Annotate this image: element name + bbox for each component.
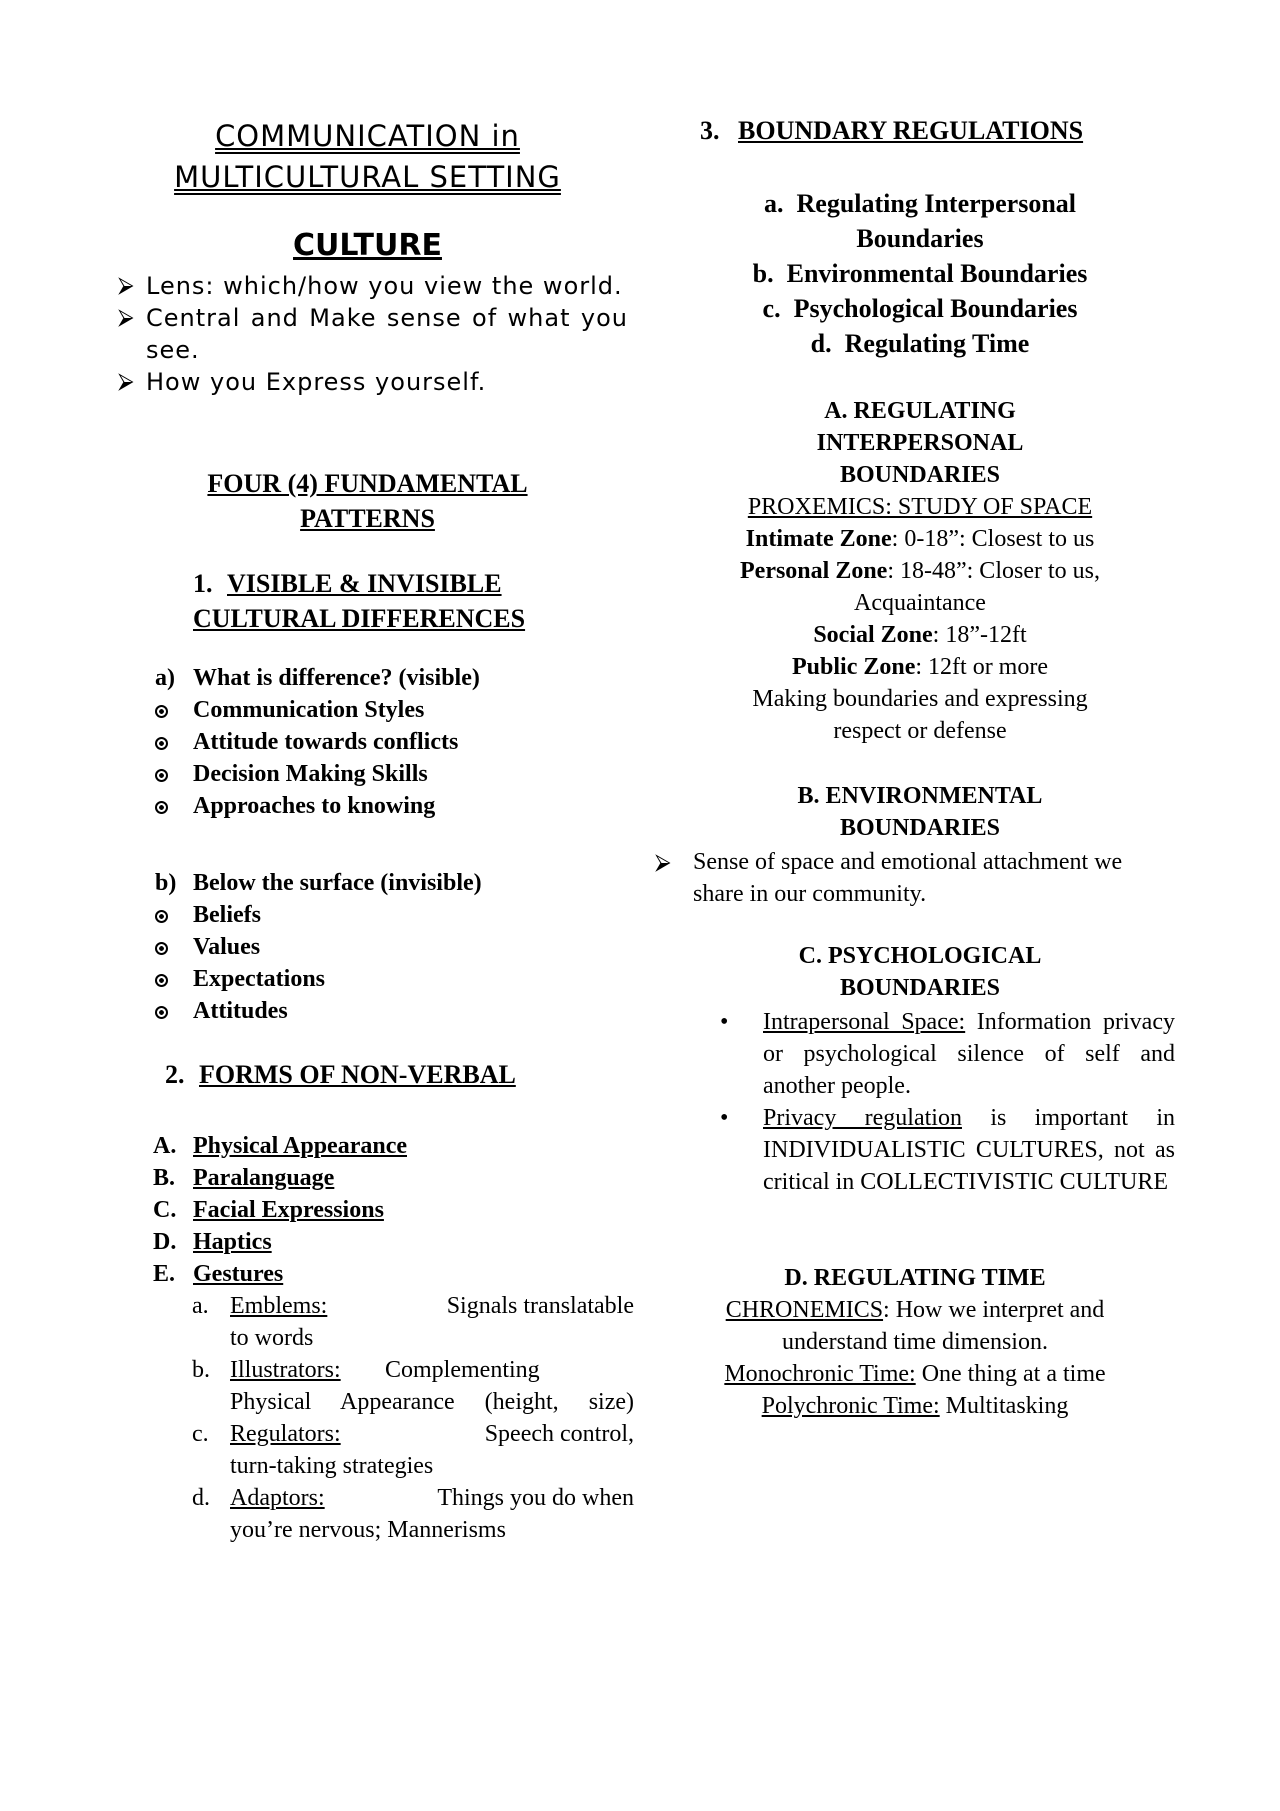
psychological-heading: C. PSYCHOLOGICAL BOUNDARIES bbox=[798, 943, 1042, 1001]
list-item: d. Adaptors: Things you do when you’re nervous; Mannerisms bbox=[192, 1485, 634, 1543]
arrow-bullet-icon: ⮚ bbox=[118, 369, 135, 394]
list-item: D. Haptics bbox=[153, 1229, 272, 1255]
list-item: b. Environmental Boundaries bbox=[752, 259, 1088, 288]
culture-point: ⮚ How you Express yourself. bbox=[118, 368, 487, 396]
zone-row: Intimate Zone: 0-18”: Closest to us bbox=[745, 526, 1095, 552]
section-heading: D. REGULATING TIME bbox=[784, 1265, 1046, 1291]
list-item: Attitudes bbox=[155, 995, 635, 1027]
list-item: c. Psychological Boundaries bbox=[762, 294, 1078, 323]
culture-points bbox=[118, 270, 628, 398]
list-label: a) What is difference? (visible) bbox=[155, 665, 480, 691]
list-item: • Intrapersonal Space: Information privacy or psychological silence of self and another people. bbox=[720, 1006, 1175, 1102]
list-item: Expectations bbox=[155, 963, 635, 995]
list-item: Values bbox=[155, 931, 635, 963]
environmental-heading: B. ENVIRONMENTAL BOUNDARIES bbox=[797, 783, 1043, 841]
list-item: C. Facial Expressions bbox=[153, 1197, 384, 1223]
section-1-heading: 1. VISIBLE & INVISIBLE CULTURAL DIFFERENCES bbox=[193, 569, 526, 633]
bullet-icon bbox=[155, 737, 168, 750]
list-item: d. Regulating Time bbox=[810, 329, 1030, 358]
bullet-icon: • bbox=[720, 1105, 729, 1131]
bullet-icon bbox=[155, 942, 168, 955]
gestures-list bbox=[192, 1290, 634, 1546]
interpersonal-section: A. REGULATING INTERPERSONAL BOUNDARIES PROXEMICS: STUDY OF SPACE Intimate Zone: 0-18”: Closest to us Personal Zone: 18-48”: Closer to us, Acquaintance Social Zone: 18”-12ft Public Zone: 12ft or more Making boundaries and expressing respect or defense bbox=[665, 395, 1175, 747]
zone-row: Personal Zone: 18-48”: Closer to us, bbox=[740, 558, 1100, 584]
page-title bbox=[110, 116, 625, 198]
invisible-differences-list bbox=[155, 867, 635, 1027]
title-line-1: COMMUNICATION in bbox=[215, 119, 520, 153]
nonverbal-forms-list bbox=[153, 1130, 633, 1290]
bullet-icon bbox=[155, 801, 168, 814]
list-item: b. Illustrators: Complementing Physical Appearance (height, size) bbox=[192, 1357, 634, 1415]
zone-row: Public Zone: 12ft or more bbox=[792, 654, 1048, 680]
visible-differences-list bbox=[155, 662, 635, 822]
culture-point: ⮚ Lens: which/how you view the world. bbox=[118, 272, 623, 300]
bullet-icon bbox=[155, 769, 168, 782]
list-item: B. Paralanguage bbox=[153, 1165, 335, 1191]
psychological-body bbox=[720, 1006, 1175, 1198]
arrow-bullet-icon: ⮚ bbox=[118, 273, 135, 298]
list-item: Decision Making Skills bbox=[155, 758, 635, 790]
list-item: E. Gestures bbox=[153, 1261, 284, 1287]
section-heading: A. REGULATING bbox=[824, 398, 1016, 424]
list-label: b) Below the surface (invisible) bbox=[155, 870, 482, 896]
list-item: Approaches to knowing bbox=[155, 790, 635, 822]
section-3-heading: 3. BOUNDARY REGULATIONS bbox=[700, 116, 1084, 145]
section-2-heading: 2. FORMS OF NON-VERBAL bbox=[165, 1060, 516, 1089]
environmental-body bbox=[655, 846, 1167, 910]
zone-row: Social Zone: 18”-12ft bbox=[813, 622, 1027, 648]
list-item: Communication Styles bbox=[155, 694, 635, 726]
list-item: ⮚ Sense of space and emotional attachment we share in our community. bbox=[655, 846, 1167, 910]
bullet-icon: • bbox=[720, 1009, 729, 1035]
proxemics-label: PROXEMICS: STUDY OF SPACE bbox=[747, 494, 1093, 520]
list-item: c. Regulators: Speech control, turn-taking strategies bbox=[192, 1421, 634, 1479]
culture-heading: CULTURE bbox=[293, 228, 442, 263]
title-line-2: MULTICULTURAL SETTING bbox=[174, 160, 561, 194]
bullet-icon bbox=[155, 910, 168, 923]
list-item: • Privacy regulation is important in INDIVIDUALISTIC CULTURES, not as critical in COLLECTIVISTIC CULTURE bbox=[720, 1102, 1175, 1198]
list-item-continued: Boundaries bbox=[856, 224, 984, 253]
bullet-icon bbox=[155, 705, 168, 718]
time-section: D. REGULATING TIME CHRONEMICS: How we interpret and understand time dimension. Monochronic Time: One thing at a time Polychronic Time: Multitasking bbox=[660, 1262, 1170, 1422]
list-item: a. Emblems: Signals translatable to words bbox=[192, 1293, 634, 1351]
patterns-heading: FOUR (4) FUNDAMENTAL PATTERNS bbox=[207, 469, 528, 533]
bullet-icon bbox=[155, 974, 168, 987]
bullet-icon bbox=[155, 1006, 168, 1019]
boundary-list bbox=[665, 186, 1175, 361]
arrow-bullet-icon: ⮚ bbox=[655, 849, 671, 874]
list-item: Beliefs bbox=[155, 899, 635, 931]
list-item: A. Physical Appearance bbox=[153, 1133, 407, 1159]
list-item: Attitude towards conflicts bbox=[155, 726, 635, 758]
list-item: a. Regulating Interpersonal bbox=[764, 189, 1076, 218]
arrow-bullet-icon: ⮚ bbox=[118, 305, 135, 330]
culture-point: ⮚ Central and Make sense of what you see. bbox=[118, 304, 628, 364]
